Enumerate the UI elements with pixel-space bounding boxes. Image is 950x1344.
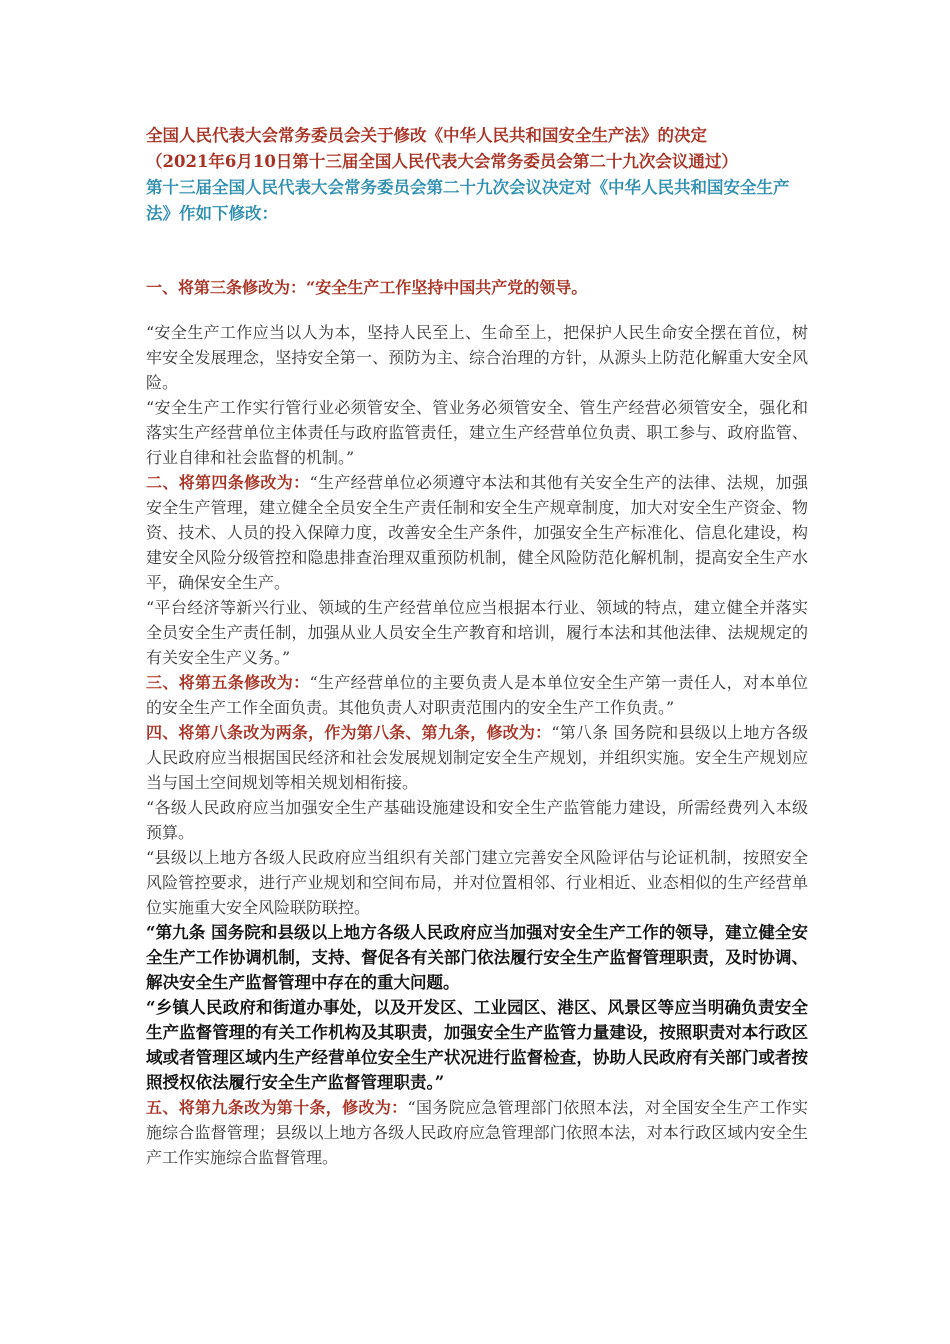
title-block: [146, 123, 808, 227]
item4-paragraph-2: “各级人民政府应当加强安全生产基础设施建设和安全生产监管能力建设，所需经费列入本级预算。: [146, 798, 808, 842]
item5-text: “国务院应急管理部门依照本法，对全国安全生产工作实施综合监督管理；县级以上地方各级人民政府应急管理部门依照本法，对本行政区域内安全生产工作实施综合监督管理。: [146, 1098, 808, 1167]
item2-heading: 二、将第四条修改为：: [146, 473, 310, 492]
item4-paragraph-4: “第九条 国务院和县级以上地方各级人民政府应当加强对安全生产工作的领导，建立健全安全生产工作协调机制，支持、督促各有关部门依法履行安全生产监督管理职责，及时协调、解决安全生产监督管理中存在的重大问题。: [146, 923, 808, 992]
item4-heading: 四、将第八条改为两条，作为第八条、第九条，修改为：: [146, 723, 552, 742]
item4-paragraph: [146, 720, 808, 795]
item4-paragraph-5: “乡镇人民政府和街道办事处，以及开发区、工业园区、港区、风景区等应当明确负责安全生产监督管理的有关工作机构及其职责，加强安全生产监管力量建设，按照职责对本行政区域或者管理区域内生产经营单位安全生产状况进行监督检查，协助人民政府有关部门或者按照授权依法履行安全生产监督管理职责。”: [146, 998, 808, 1092]
item3-paragraph: [146, 670, 808, 720]
document-page: [146, 123, 808, 1170]
item2-paragraph: [146, 470, 808, 595]
item1-paragraph-1: “安全生产工作应当以人为本，坚持人民至上、生命至上，把保护人民生命安全摆在首位，树牢安全发展理念，坚持安全第一、预防为主、综合治理的方针，从源头上防范化解重大安全风险。: [146, 323, 808, 392]
item1-paragraph-2: “安全生产工作实行管行业必须管安全、管业务必须管安全、管生产经营必须管安全，强化和落实生产经营单位主体责任与政府监管责任，建立生产经营单位负责、职工参与、政府监管、行业自律和社会监督的机制。”: [146, 398, 808, 467]
spacer: [146, 227, 808, 275]
document-subtitle-date: （2021年6月10日第十三届全国人民代表大会常务委员会第二十九次会议通过）: [146, 152, 738, 171]
document-intro: 第十三届全国人民代表大会常务委员会第二十九次会议决定对《中华人民共和国安全生产法》作如下修改：: [146, 178, 790, 223]
item2-paragraph-2: “平台经济等新兴行业、领域的生产经营单位应当根据本行业、领域的特点，建立健全并落实全员安全生产责任制，加强从业人员安全生产教育和培训，履行本法和其他法律、法规规定的有关安全生产义务。”: [146, 598, 808, 667]
item5-heading: 五、将第九条改为第十条，修改为：: [146, 1098, 408, 1117]
item4-text: “第八条 国务院和县级以上地方各级人民政府应当根据国民经济和社会发展规划制定安全生产规划，并组织实施。安全生产规划应当与国土空间规划等相关规划相衔接。: [146, 723, 808, 792]
item4-paragraph-3: “县级以上地方各级人民政府应当组织有关部门建立完善安全风险评估与论证机制，按照安全风险管控要求，进行产业规划和空间布局，并对位置相邻、行业相近、业态相似的生产经营单位实施重大安全风险联防联控。: [146, 848, 808, 917]
item3-heading: 三、将第五条修改为：: [146, 673, 310, 692]
item2-text: “生产经营单位必须遵守本法和其他有关安全生产的法律、法规，加强安全生产管理，建立健全全员安全生产责任制和安全生产规章制度，加大对安全生产资金、物资、技术、人员的投入保障力度，改善安全生产条件，加强安全生产标准化、信息化建设，构建安全风险分级管控和隐患排查治理双重预防机制，健全风险防范化解机制，提高安全生产水平，确保安全生产。: [146, 473, 808, 592]
document-title: 全国人民代表大会常务委员会关于修改《中华人民共和国安全生产法》的决定: [146, 126, 707, 145]
item3-text: “生产经营单位的主要负责人是本单位安全生产第一责任人，对本单位的安全生产工作全面负责。其他负责人对职责范围内的安全生产工作负责。”: [146, 673, 808, 717]
item1-heading: 一、将第三条修改为：“安全生产工作坚持中国共产党的领导。: [146, 278, 588, 297]
item5-paragraph: [146, 1095, 808, 1170]
